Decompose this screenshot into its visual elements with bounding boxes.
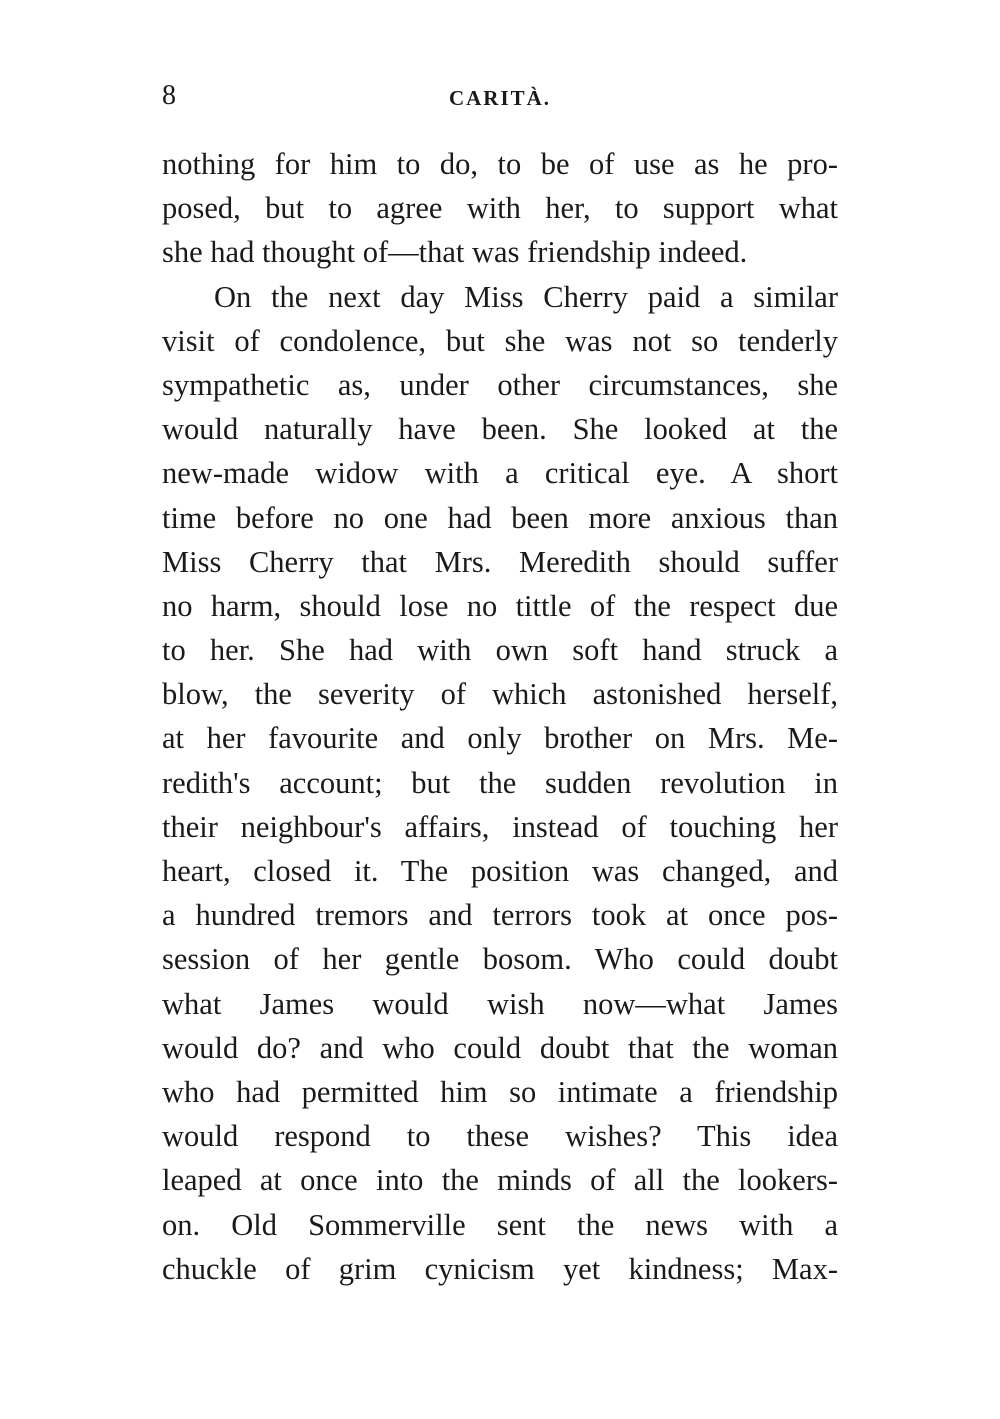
text-line: time before no one had been more anxious than	[162, 500, 838, 535]
text-line: who had permitted him so intimate a friendship	[162, 1074, 838, 1109]
text-line: On the next day Miss Cherry paid a similar	[214, 279, 838, 314]
running-head	[162, 78, 838, 114]
running-title: CARITÀ.	[448, 86, 552, 110]
text-line: posed, but to agree with her, to support what	[162, 191, 838, 226]
text-line: would do? and who could doubt that the woman	[162, 1030, 838, 1065]
text-line: chuckle of grim cynicism yet kindness; Max-	[162, 1251, 838, 1286]
text-line: Miss Cherry that Mrs. Meredith should suffer	[162, 544, 838, 579]
text-line: leaped at once into the minds of all the lookers-	[162, 1163, 838, 1198]
text-line: on. Old Sommerville sent the news with a	[162, 1207, 838, 1242]
text-line: their neighbour's affairs, instead of touching her	[162, 809, 838, 844]
text-line: new-made widow with a critical eye. A short	[162, 456, 838, 491]
body-text	[162, 142, 838, 1291]
text-line: she had thought of—that was friendship indeed.	[162, 235, 748, 270]
text-line: blow, the severity of which astonished herself,	[162, 677, 838, 712]
text-line: a hundred tremors and terrors took at once pos-	[162, 898, 838, 933]
text-line: nothing for him to do, to be of use as he pro-	[162, 147, 838, 181]
text-line: redith's account; but the sudden revolution in	[162, 765, 838, 800]
text-line: sympathetic as, under other circumstances, she	[162, 367, 838, 402]
text-line: session of her gentle bosom. Who could doubt	[162, 942, 838, 977]
text-line: would respond to these wishes? This idea	[162, 1119, 838, 1154]
text-line: would naturally have been. She looked at the	[162, 412, 838, 447]
text-line: no harm, should lose no tittle of the respect due	[162, 588, 838, 623]
text-line: to her. She had with own soft hand struck a	[162, 633, 838, 668]
text-line: what James would wish now—what James	[162, 986, 838, 1021]
text-line: heart, closed it. The position was changed, and	[162, 854, 838, 888]
text-line: visit of condolence, but she was not so tenderly	[162, 323, 838, 358]
text-line: at her favourite and only brother on Mrs. Me-	[162, 721, 838, 756]
page-number: 8	[162, 80, 176, 111]
